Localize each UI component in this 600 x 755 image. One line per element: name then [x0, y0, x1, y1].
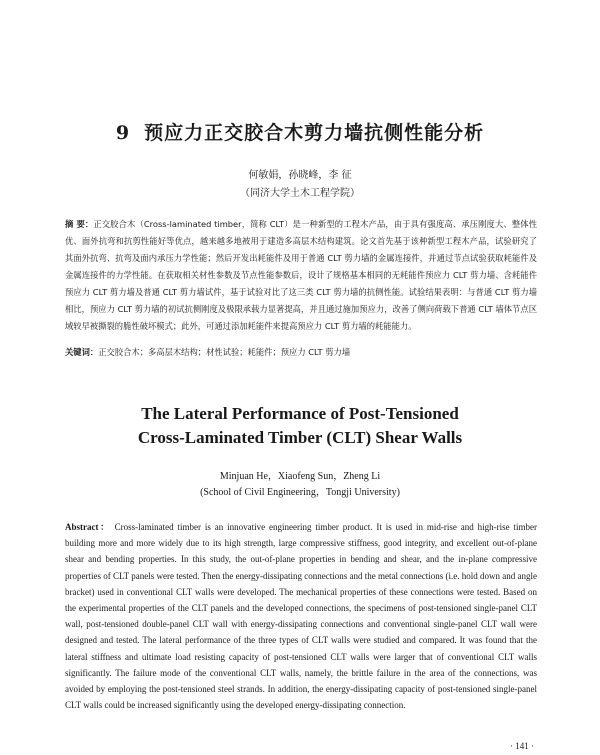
english-abstract: [65, 519, 537, 713]
english-affiliation: (School of Civil Engineering，Tongji University): [200, 487, 400, 498]
chinese-abstract-label: 摘 要：: [65, 219, 94, 229]
chinese-abstract: [65, 216, 537, 335]
english-authors: Minjuan He，Xiaofeng Sun，Zheng Li: [219, 471, 381, 482]
english-abstract-text: Cross-laminated timber is an innovative engineering timber product. It is used in mid-rise and high-rise timber building more and more widely due to its high strength, large compressive stiffness, good integrity, and excellent out-of-plane shear and bending properties. In this study, the out-of-plane properties in bending and shear, and the in-plane compressive properties of CLT panels were tested. Then the energy-dissipating connections and the metal connections (i.e. hold down and angle bracket) used in conventional CLT walls were developed. The mechanical properties of these connections were tested. Based on the experimental properties of the CLT panels and the developed connections, the specimens of post-tensioned single-panel CLT wall, post-tensioned double-panel CLT wall with energy-dissipating connections and conventional single-panel CLT wall were designed and tested. The lateral performance of the three types of CLT walls were studied and compared. It was found that the lateral stiffness and ultimate load resisting capacity of post-tensioned CLT walls were larger that of conventional CLT walls significantly. The failure mode of the conventional CLT walls, namely, the brittle failure in the area of the connections, was avoided by employing the post-tensioned steel strands. In addition, the energy-dissipating capacity of post-tensioned single-panel CLT walls could be increased significantly using the developed energy-dissipating connection.: [65, 522, 537, 711]
chinese-authors: 何敏娟，孙晓峰，李 征: [248, 170, 352, 181]
english-title-line-2: Cross-Laminated Timber (CLT) Shear Walls: [137, 428, 463, 447]
chinese-title-text: 预应力正交胶合木剪力墙抗侧性能分析: [144, 122, 485, 144]
chapter-number: 9: [115, 122, 131, 144]
chinese-affiliation: （同济大学土木工程学院）: [240, 188, 360, 199]
chinese-keywords-text: 正交胶合木；多高层木结构；材性试验；耗能件；预应力 CLT 剪力墙: [98, 347, 351, 357]
chinese-keywords: [65, 346, 537, 358]
chinese-chapter-title: [0, 118, 600, 145]
chinese-keywords-label: 关键词：: [65, 347, 99, 357]
chinese-abstract-text: 正交胶合木（Cross-laminated timber，简称 CLT）是一种新型的工程木产品，由于具有强度高、承压刚度大、整体性优、面外抗弯和抗剪性能好等优点，越来越多地被用于建造多高层木结构建筑。论文首先基于该种新型工程木产品，试验研究了其面外抗弯、抗弯及面内承压力学性能；然后开发出耗能件及用于普通 CLT 剪力墙的金属连接件，并通过节点试验获取耗能件及金属连接件的力学性能。在获取相关材性参数及节点性能参数后，设计了规格基本相同的无耗能件预应力 CLT 剪力墙、含耗能件预应力 CLT 剪力墙及普通 CLT 剪力墙试件，基于试验对比了这三类 CLT 剪力墙的抗侧性能。试验结果表明：与普通 CLT 剪力墙相比，预应力 CLT 剪力墙的初试抗侧刚度及极限承载力显著提高，并且通过施加预应力，改善了侧向荷载下普通 CLT 墙体节点区域较早被撕裂的脆性破坏模式；此外，可通过添加耗能件来提高预应力 CLT 剪力墙的耗能能力。: [65, 219, 537, 331]
english-abstract-label: Abstract：: [65, 522, 111, 532]
english-title-line-1: The Lateral Performance of Post-Tensioned: [141, 404, 459, 423]
page-number: · 141 ·: [510, 741, 534, 751]
english-chapter-title: [0, 402, 600, 450]
